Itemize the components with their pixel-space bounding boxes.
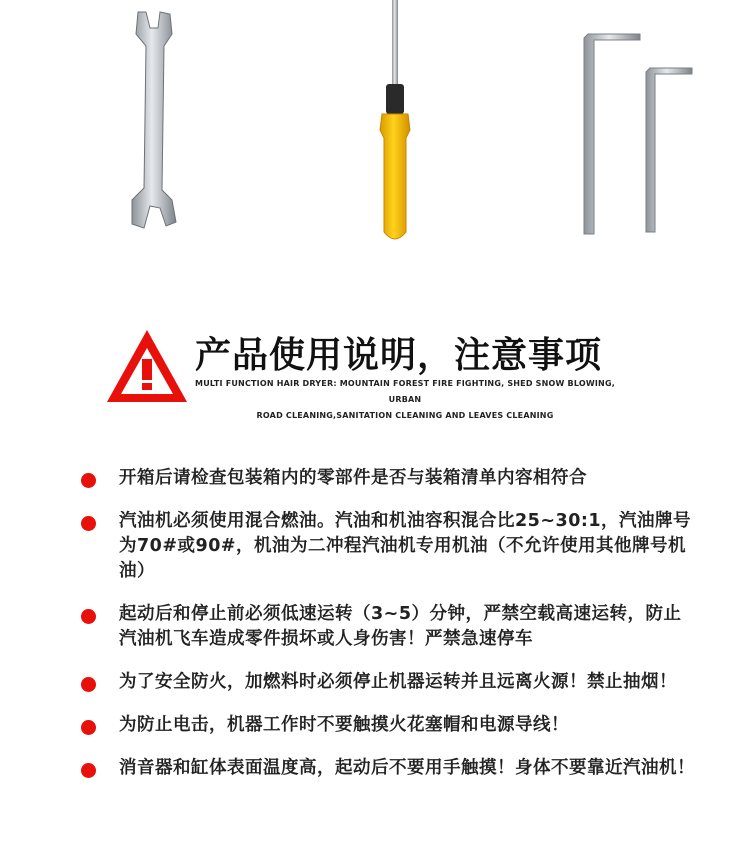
note-text: 开箱后请检查包装箱内的零部件是否与装箱清单内容相符合 — [119, 468, 587, 488]
screwdriver-icon — [380, 0, 410, 239]
note-text: 起动后和停止前必须低速运转（3~5）分钟，严禁空载高速运转，防止汽油机飞车造成零件损坏或人身伤害！严禁急速停车 — [119, 604, 682, 649]
hex-key-icon — [584, 34, 692, 234]
note-text: 汽油机必须使用混合燃油。汽油和机油容积混合比25~30:1，汽油牌号为70#或90#，机油为二冲程汽油机专用机油（不允许使用其他牌号机油） — [119, 511, 692, 581]
list-item — [75, 670, 695, 695]
subtitle — [195, 376, 615, 424]
note-text: 为防止电击，机器工作时不要触摸火花塞帽和电源导线！ — [119, 715, 569, 735]
warning-icon — [105, 328, 189, 406]
tools-image — [0, 0, 750, 250]
page-title: 产品使用说明，注意事项 — [195, 335, 603, 376]
bullet-dot-icon — [81, 473, 96, 488]
note-text: 为了安全防火，加燃料时必须停止机器运转并且远离火源！禁止抽烟！ — [119, 672, 677, 692]
list-item — [75, 602, 695, 652]
bullet-dot-icon — [81, 609, 96, 624]
notes-list — [75, 466, 695, 799]
bullet-dot-icon — [81, 516, 96, 531]
bullet-dot-icon — [81, 763, 96, 778]
list-item — [75, 466, 695, 491]
bullet-dot-icon — [81, 677, 96, 692]
subtitle-line-1: MULTI FUNCTION HAIR DRYER: MOUNTAIN FOREST FIRE FIGHTING, SHED SNOW BLOWING, URBAN — [195, 379, 615, 404]
list-item — [75, 713, 695, 738]
list-item — [75, 756, 695, 781]
note-text: 消音器和缸体表面温度高，起动后不要用手触摸！身体不要靠近汽油机！ — [119, 758, 695, 778]
bullet-dot-icon — [81, 720, 96, 735]
wrench-icon — [132, 12, 176, 228]
list-item — [75, 509, 695, 584]
subtitle-line-2: ROAD CLEANING,SANITATION CLEANING AND LEAVES CLEANING — [256, 411, 554, 420]
